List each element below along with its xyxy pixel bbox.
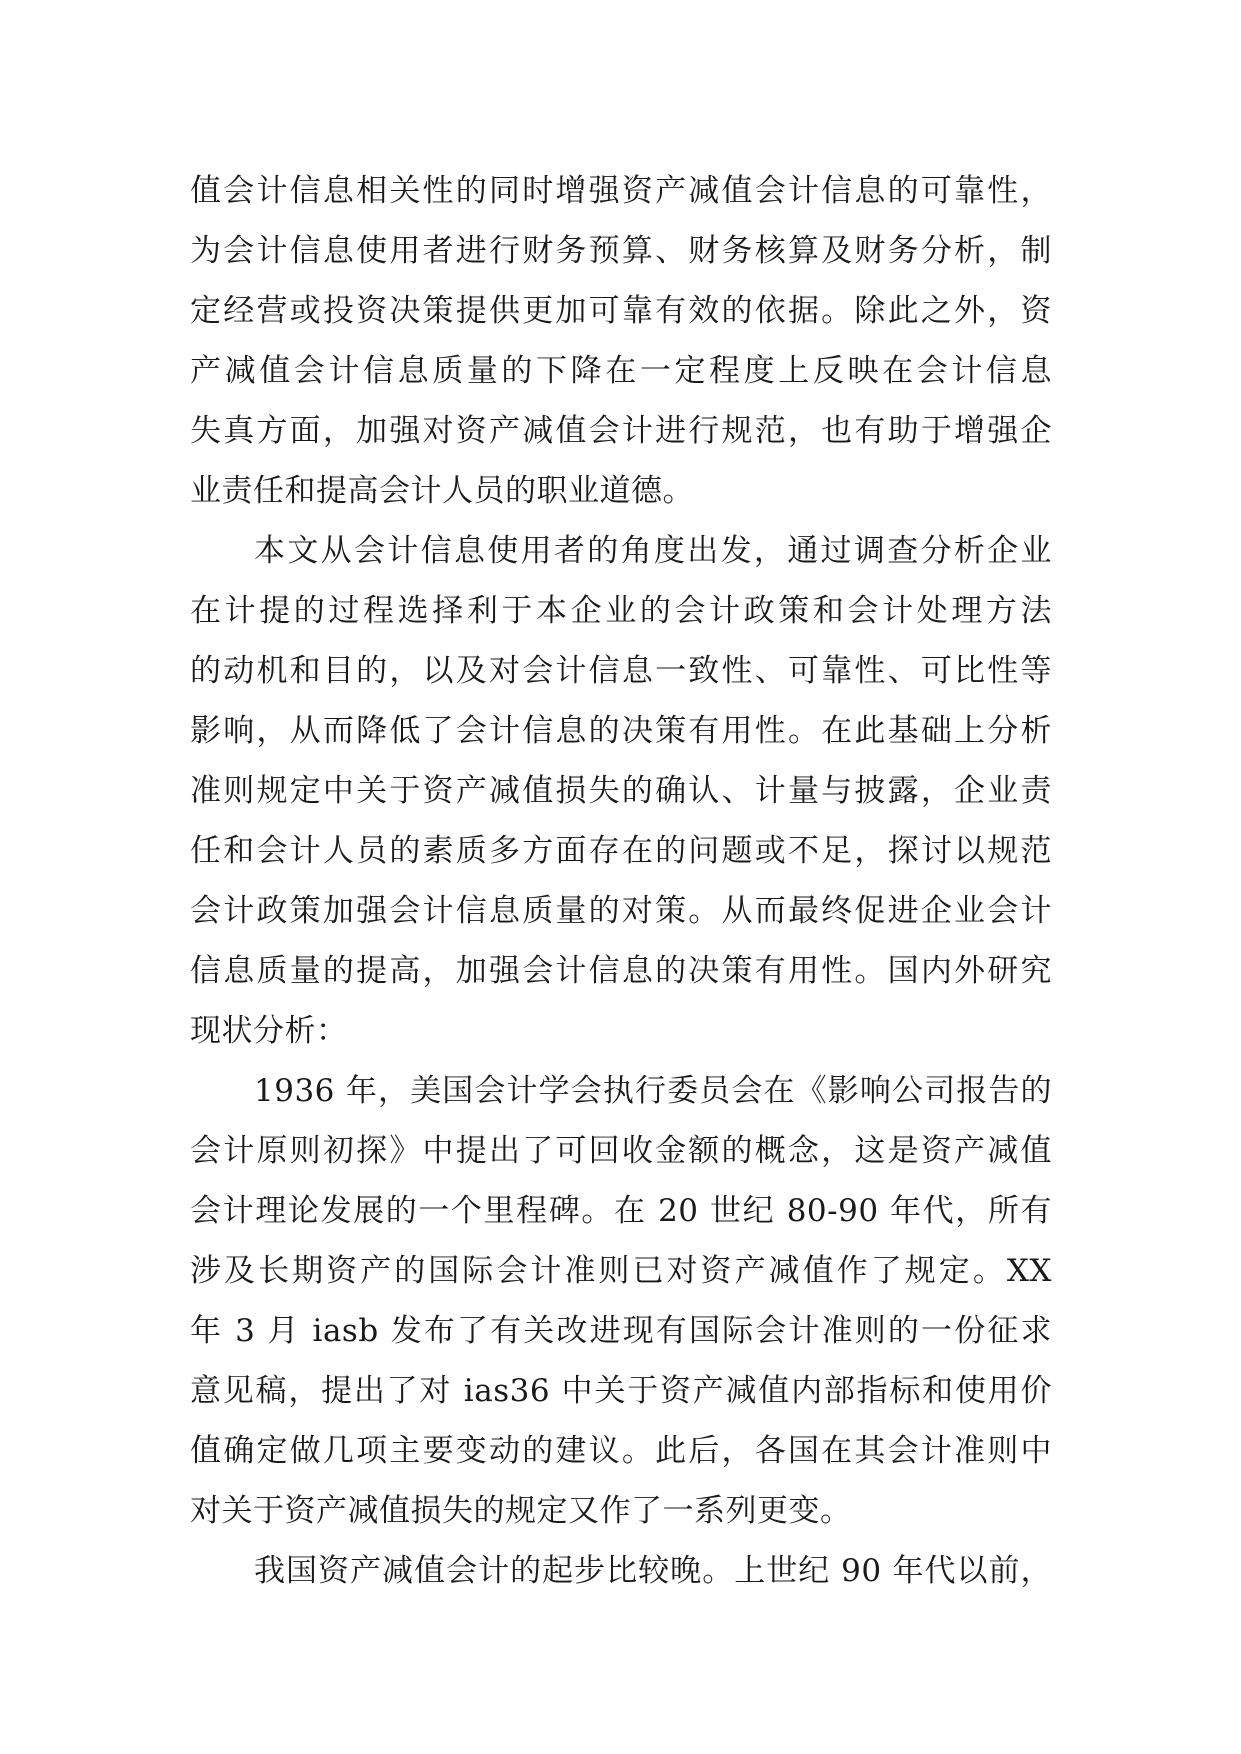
text-line: 值确定做几项主要变动的建议。此后，各国在其会计准则中 xyxy=(190,1433,1052,1469)
paragraph-first-line: 1936 年，美国会计学会执行委员会在《影响公司报告的 xyxy=(254,1073,1052,1109)
text-line: 影响，从而降低了会计信息的决策有用性。在此基础上分析 xyxy=(190,713,1052,749)
text-line: 准则规定中关于资产减值损失的确认、计量与披露，企业责 xyxy=(190,773,1052,809)
text-line: 对关于资产减值损失的规定又作了一系列更变。 xyxy=(190,1493,852,1529)
paragraph-first-line: 本文从会计信息使用者的角度出发，通过调查分析企业 xyxy=(254,533,1052,569)
body-text xyxy=(190,161,1052,1601)
text-line: 意见稿，提出了对 ias36 中关于资产减值内部指标和使用价 xyxy=(190,1373,1052,1409)
text-line: 产减值会计信息质量的下降在一定程度上反映在会计信息 xyxy=(190,353,1052,389)
text-line: 为会计信息使用者进行财务预算、财务核算及财务分析，制 xyxy=(190,233,1052,269)
text-line: 会计政策加强会计信息质量的对策。从而最终促进企业会计 xyxy=(190,893,1052,929)
text-line: 的动机和目的，以及对会计信息一致性、可靠性、可比性等 xyxy=(190,653,1052,689)
text-line: 失真方面，加强对资产减值会计进行规范，也有助于增强企 xyxy=(190,413,1052,449)
text-line: 会计理论发展的一个里程碑。在 20 世纪 80-90 年代，所有 xyxy=(190,1193,1052,1229)
text-line: 涉及长期资产的国际会计准则已对资产减值作了规定。XX xyxy=(190,1253,1052,1289)
text-line: 信息质量的提高，加强会计信息的决策有用性。国内外研究 xyxy=(190,953,1052,989)
text-line: 任和会计人员的素质多方面存在的问题或不足，探讨以规范 xyxy=(190,833,1052,869)
text-line: 现状分析： xyxy=(190,1013,348,1049)
text-line: 值会计信息相关性的同时增强资产减值会计信息的可靠性， xyxy=(190,173,1052,209)
text-line: 定经营或投资决策提供更加可靠有效的依据。除此之外，资 xyxy=(190,293,1052,329)
paragraph-first-line: 我国资产减值会计的起步比较晚。上世纪 90 年代以前， xyxy=(254,1553,1052,1589)
text-line: 业责任和提高会计人员的职业道德。 xyxy=(190,473,694,509)
text-line: 年 3 月 iasb 发布了有关改进现有国际会计准则的一份征求 xyxy=(190,1313,1052,1349)
text-line: 会计原则初探》中提出了可回收金额的概念，这是资产减值 xyxy=(190,1133,1052,1169)
text-line: 在计提的过程选择利于本企业的会计政策和会计处理方法 xyxy=(190,593,1052,629)
